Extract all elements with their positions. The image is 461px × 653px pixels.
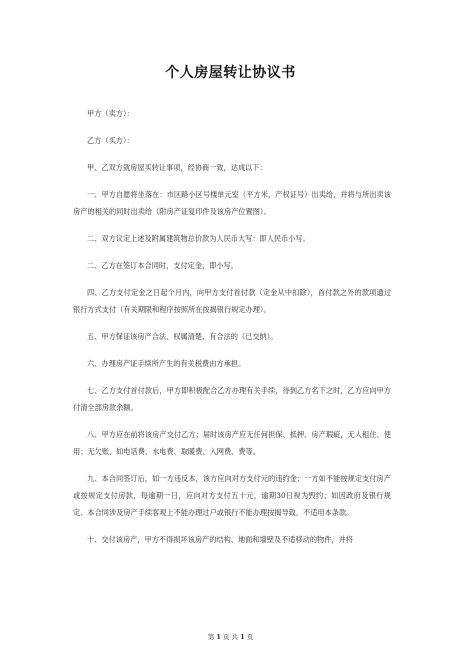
paragraph-party-a: 甲方（卖方）： — [87, 109, 134, 118]
paragraph-clause-5: 五、甲方保证该房产合法、权属清楚、有合法的（已交纳）。 — [87, 332, 278, 341]
footer-page-number: 1 — [216, 633, 221, 641]
footer-prefix: 第 — [207, 633, 215, 641]
page-title: 个人房屋转让协议书 — [165, 65, 296, 81]
paragraph-intro: 甲、乙双方就房屋买转让事项，经协商一致，达成以下： — [87, 163, 267, 172]
paragraph-clause-6: 六、办理房产证手续所产生的有关税费由方承担。 — [87, 359, 246, 368]
paragraph-clause-10: 十、交付该房产，甲方不得损坏该房产的结构、地面和墙壁及不适移动的物件，并将 — [87, 535, 353, 544]
footer-total-pages: 1 — [240, 633, 245, 641]
paragraph-clause-7: 七、乙方支付首付款后，甲方即积极配合乙方办理有关手续，待到乙方名下之时，乙方应向甲方付清全部房款余额。 — [73, 386, 391, 412]
paragraph-clause-3: 二、乙方在签订本合同时，支付定金，即小写。 — [87, 261, 238, 270]
footer-middle: 页 共 — [222, 633, 239, 641]
paragraph-clause-8: 八、甲方应在前将该房产交付乙方；届时该房产应无任何担保、抵押、房产瑕疵，无人租住、使用；无欠账，如电话费、水电费、取暖费、入网费、费等。 — [73, 430, 391, 456]
paragraph-clause-1: 一、甲方自愿将坐落在：市区路小区号楼单元室（平方米，产权证号）出卖给，并将与所出卖该房产的相关的同时出卖给（附房产证复印件及该房产位置图）。 — [73, 190, 391, 216]
paragraph-clause-4: 四、乙方支付定金之日起个月内，向甲方支付首付款（定金从中扣除），首付款之外的款项通过银行方式支付（有关期限和程序按照所在按揭银行规定办理）。 — [73, 288, 391, 314]
paragraph-clause-9: 九、本合同签订后，如一方违反本，该方应向对方支付元的违约金；一方如不能按规定支付房产或按规定支付房款，每逾期一日，应向对方支付五十元，逾期30日视为毁约；如因政府及银行规定、本合同涉及房产手续客观上不能办理过户或银行不能办理按揭导致，不适用本条款。 — [73, 474, 391, 517]
paragraph-party-b: 乙方（买方）： — [87, 136, 134, 145]
page-footer — [0, 632, 461, 641]
footer-suffix: 页 — [246, 633, 254, 641]
paragraph-clause-2: 二、双方议定上述及附属建筑物总价款为人民币大写：即人民币小写。 — [87, 234, 310, 243]
document-body — [73, 105, 391, 558]
